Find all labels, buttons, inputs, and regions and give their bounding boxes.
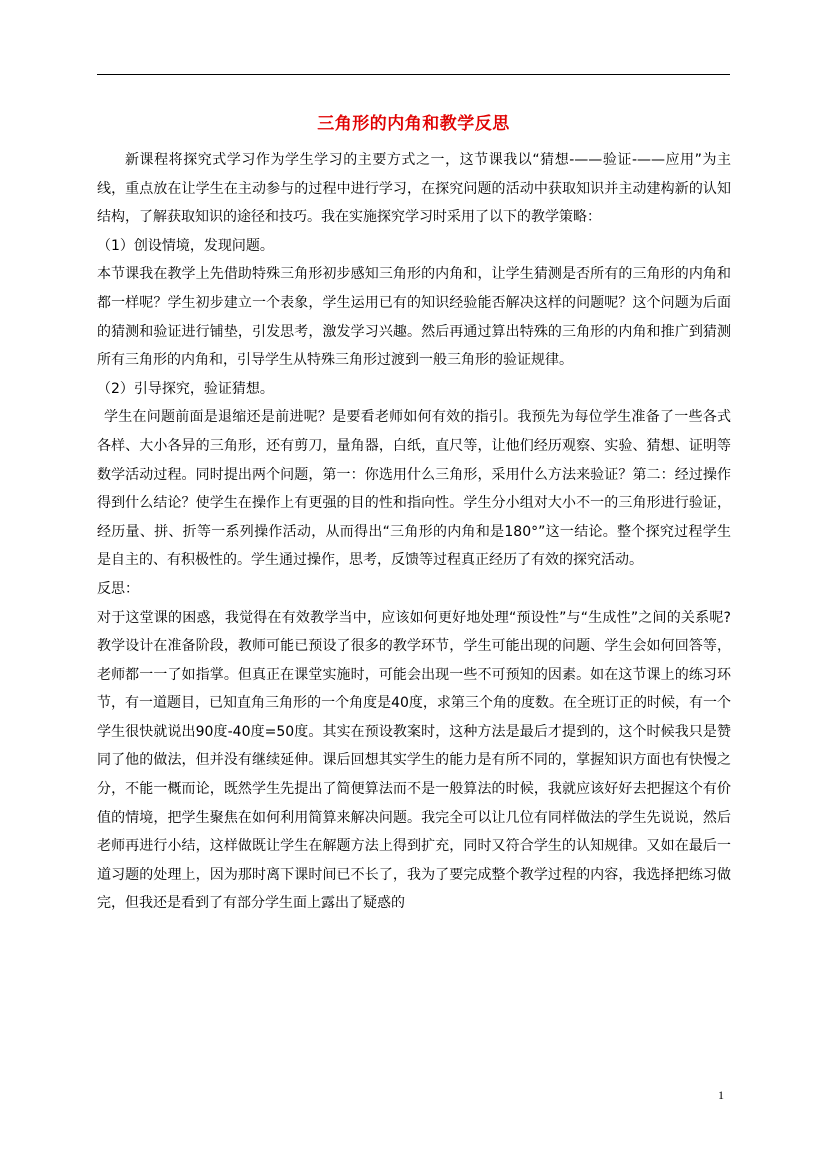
header-rule bbox=[97, 74, 730, 75]
section-heading-1: （1）创设情境，发现问题。 bbox=[97, 237, 274, 254]
document-title: 三角形的内角和教学反思 bbox=[317, 114, 510, 134]
paragraph-intro: 新课程将探究式学习作为学生学习的主要方式之一，这节课我以“猜想-——验证-——应用”为主线，重点放在让学生在主动参与的过程中进行学习，在探究问题的活动中获取知识并主动建构新的认知结构，了解获取知识的途径和技巧。我在实施探究学习时采用了以下的教学策略： bbox=[97, 152, 731, 226]
page-number: 1 bbox=[718, 1088, 724, 1102]
reflection-heading: 反思： bbox=[97, 580, 139, 597]
section-heading-2: （2）引导探究，验证猜想。 bbox=[97, 380, 274, 397]
document-body bbox=[97, 146, 731, 918]
paragraph-reflection: 对于这堂课的困惑，我觉得在有效教学当中，应该如何更好地处理“预设性”与“生成性”之间的关系呢?教学设计在准备阶段，教师可能已预设了很多的教学环节，学生可能出现的问题、学生会如何回答等，老师都一一了如指掌。但真正在课堂实施时，可能会出现一些不可预知的因素。如在这节课上的练习环节，有一道题目，已知直角三角形的一个角度是40度，求第三个角的度数。在全班订正的时候，有一个学生很快就说出90度-40度=50度。其实在预设教案时，这种方法是最后才提到的，这个时候我只是赞同了他的做法，但并没有继续延伸。课后回想其实学生的能力是有所不同的，掌握知识方面也有快慢之分，不能一概而论，既然学生先提出了简便算法而不是一般算法的时候，我就应该好好去把握这个有价值的情境，把学生聚焦在如何利用简算来解决问题。我完全可以让几位有同样做法的学生先说说，然后老师再进行小结，这样做既让学生在解题方法上得到扩充，同时又符合学生的认知规律。又如在最后一道习题的处理上，因为那时离下课时间已不长了，我为了要完成整个教学过程的内容，我选择把练习做完，但我还是看到了有部分学生面上露出了疑惑的 bbox=[97, 609, 731, 912]
paragraph-section-2: 学生在问题前面是退缩还是前进呢？是要看老师如何有效的指引。我预先为每位学生准备了一些各式各样、大小各异的三角形，还有剪刀，量角器，白纸，直尺等，让他们经历观察、实验、猜想、证明等数学活动过程。同时提出两个问题，第一：你选用什么三角形，采用什么方法来验证？第二：经过操作得到什么结论？使学生在操作上有更强的目的性和指向性。学生分小组对大小不一的三角形进行验证，经历量、拼、折等一系列操作活动，从而得出“三角形的内角和是180°”这一结论。整个探究过程学生是自主的、有积极性的。学生通过操作，思考，反馈等过程真正经历了有效的探究活动。 bbox=[97, 409, 731, 569]
paragraph-section-1: 本节课我在教学上先借助特殊三角形初步感知三角形的内角和，让学生猜测是否所有的三角形的内角和都一样呢？学生初步建立一个表象，学生运用已有的知识经验能否解决这样的问题呢？这个问题为后面的猜测和验证进行铺垫，引发思考，激发学习兴趣。然后再通过算出特殊的三角形的内角和推广到猜测所有三角形的内角和，引导学生从特殊三角形过渡到一般三角形的验证规律。 bbox=[97, 266, 731, 369]
